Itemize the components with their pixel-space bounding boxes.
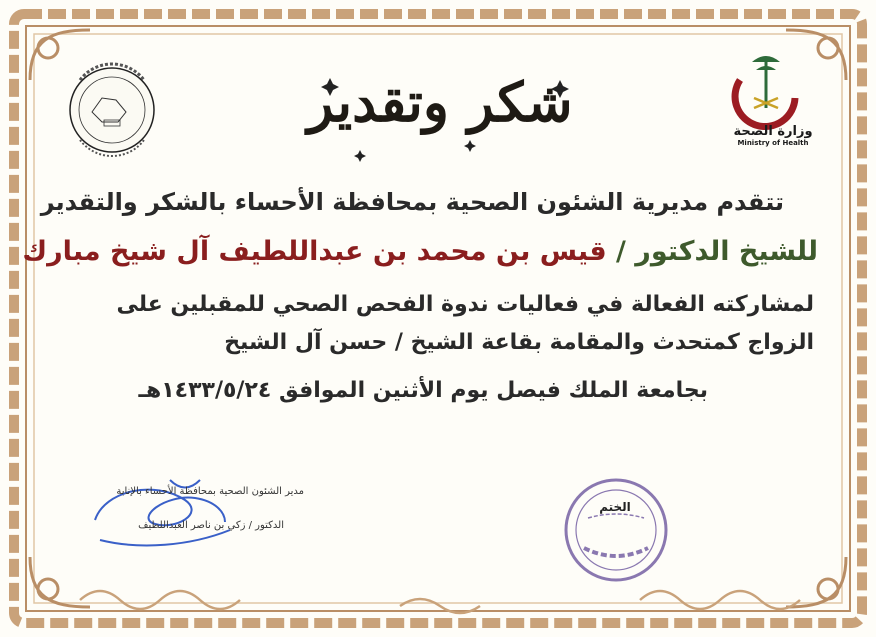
intro-line: تتقدم مديرية الشئون الصحية بمحافظة الأحساء بالشكر والتقدير (40, 188, 784, 216)
seal-label: الختم (599, 500, 631, 514)
body-line-1: لمشاركته الفعالة في فعاليات ندوة الفحص الصحي للمقبلين على (116, 292, 814, 317)
recipient-name: قيس بن محمد بن عبداللطيف آل شيخ مبارك (22, 236, 607, 267)
official-stamp-icon (566, 480, 666, 580)
body-line-2: الزواج كمتحدث والمقامة بقاعة الشيخ / حسن آل الشيخ (224, 330, 814, 355)
date-line: بجامعة الملك فيصل يوم الأثنين الموافق ١٤٣٣/٥/٢٤هـ (138, 378, 708, 403)
ministry-name-arabic: وزارة الصحة (733, 124, 813, 139)
recipient-line (22, 236, 818, 267)
recipient-prefix: للشيخ الدكتور / (606, 236, 818, 267)
signatory-title: مدير الشئون الصحية بمحافظة الأحساء بالإنابة (116, 486, 304, 497)
signatory-name: الدكتور / زكي بن ناصر العبداللطيف (138, 520, 284, 531)
ministry-name-english: Ministry of Health (737, 139, 809, 147)
university-seal-icon (70, 64, 154, 156)
ministry-of-health-logo-icon (735, 56, 795, 127)
certificate-title: شكر وتقدير (307, 70, 573, 134)
